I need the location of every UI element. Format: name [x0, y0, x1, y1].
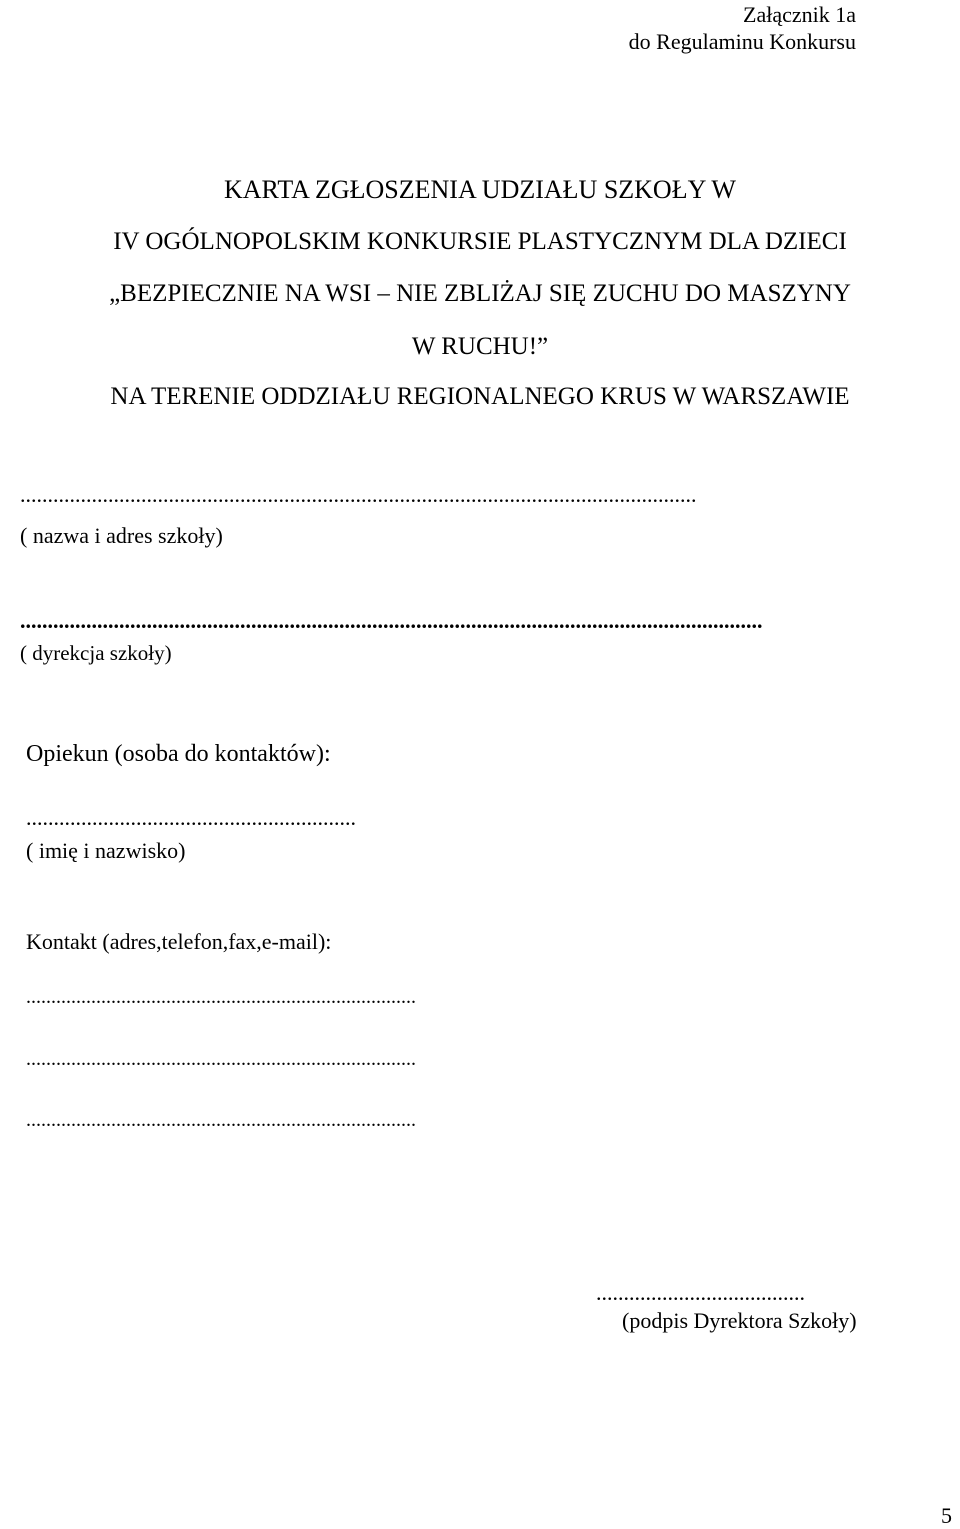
- contact-dots-line-1[interactable]: ..............................................................................: [26, 986, 416, 1008]
- title-line-3: „BEZPIECZNIE NA WSI – NIE ZBLIŻAJ SIĘ ZUCHU DO MASZYNY: [109, 280, 851, 307]
- page-number: 5: [941, 1503, 952, 1528]
- guardian-name-caption: ( imię i nazwisko): [26, 838, 186, 863]
- guardian-name-dots[interactable]: ............................................................: [26, 805, 356, 830]
- annex-label-line1: Załącznik 1a: [743, 2, 856, 27]
- guardian-label: Opiekun (osoba do kontaktów):: [26, 741, 331, 767]
- school-name-dots[interactable]: ...........................................................................................................................: [20, 482, 697, 507]
- title-line-5: NA TERENIE ODDZIAŁU REGIONALNEGO KRUS W WARSZAWIE: [110, 383, 850, 410]
- school-name-caption: ( nazwa i adres szkoły): [20, 523, 223, 548]
- title-line-4: W RUCHU!”: [411, 333, 549, 360]
- contact-label: Kontakt (adres,telefon,fax,e-mail):: [26, 929, 332, 954]
- school-direction-dots[interactable]: .......................................................................................................................................: [20, 608, 763, 633]
- title-line-1: KARTA ZGŁOSZENIA UDZIAŁU SZKOŁY W: [224, 175, 736, 204]
- school-direction-caption: ( dyrekcja szkoły): [20, 641, 172, 665]
- title-line-2: IV OGÓLNOPOLSKIM KONKURSIE PLASTYCZNYM DLA DZIECI: [113, 228, 847, 255]
- signature-dots[interactable]: ......................................: [596, 1280, 805, 1305]
- annex-label-line2: do Regulaminu Konkursu: [628, 29, 856, 54]
- contact-dots-line-3[interactable]: ..............................................................................: [26, 1109, 416, 1131]
- signature-caption: (podpis Dyrektora Szkoły): [622, 1308, 857, 1333]
- contact-dots-line-2[interactable]: ..............................................................................: [26, 1048, 416, 1070]
